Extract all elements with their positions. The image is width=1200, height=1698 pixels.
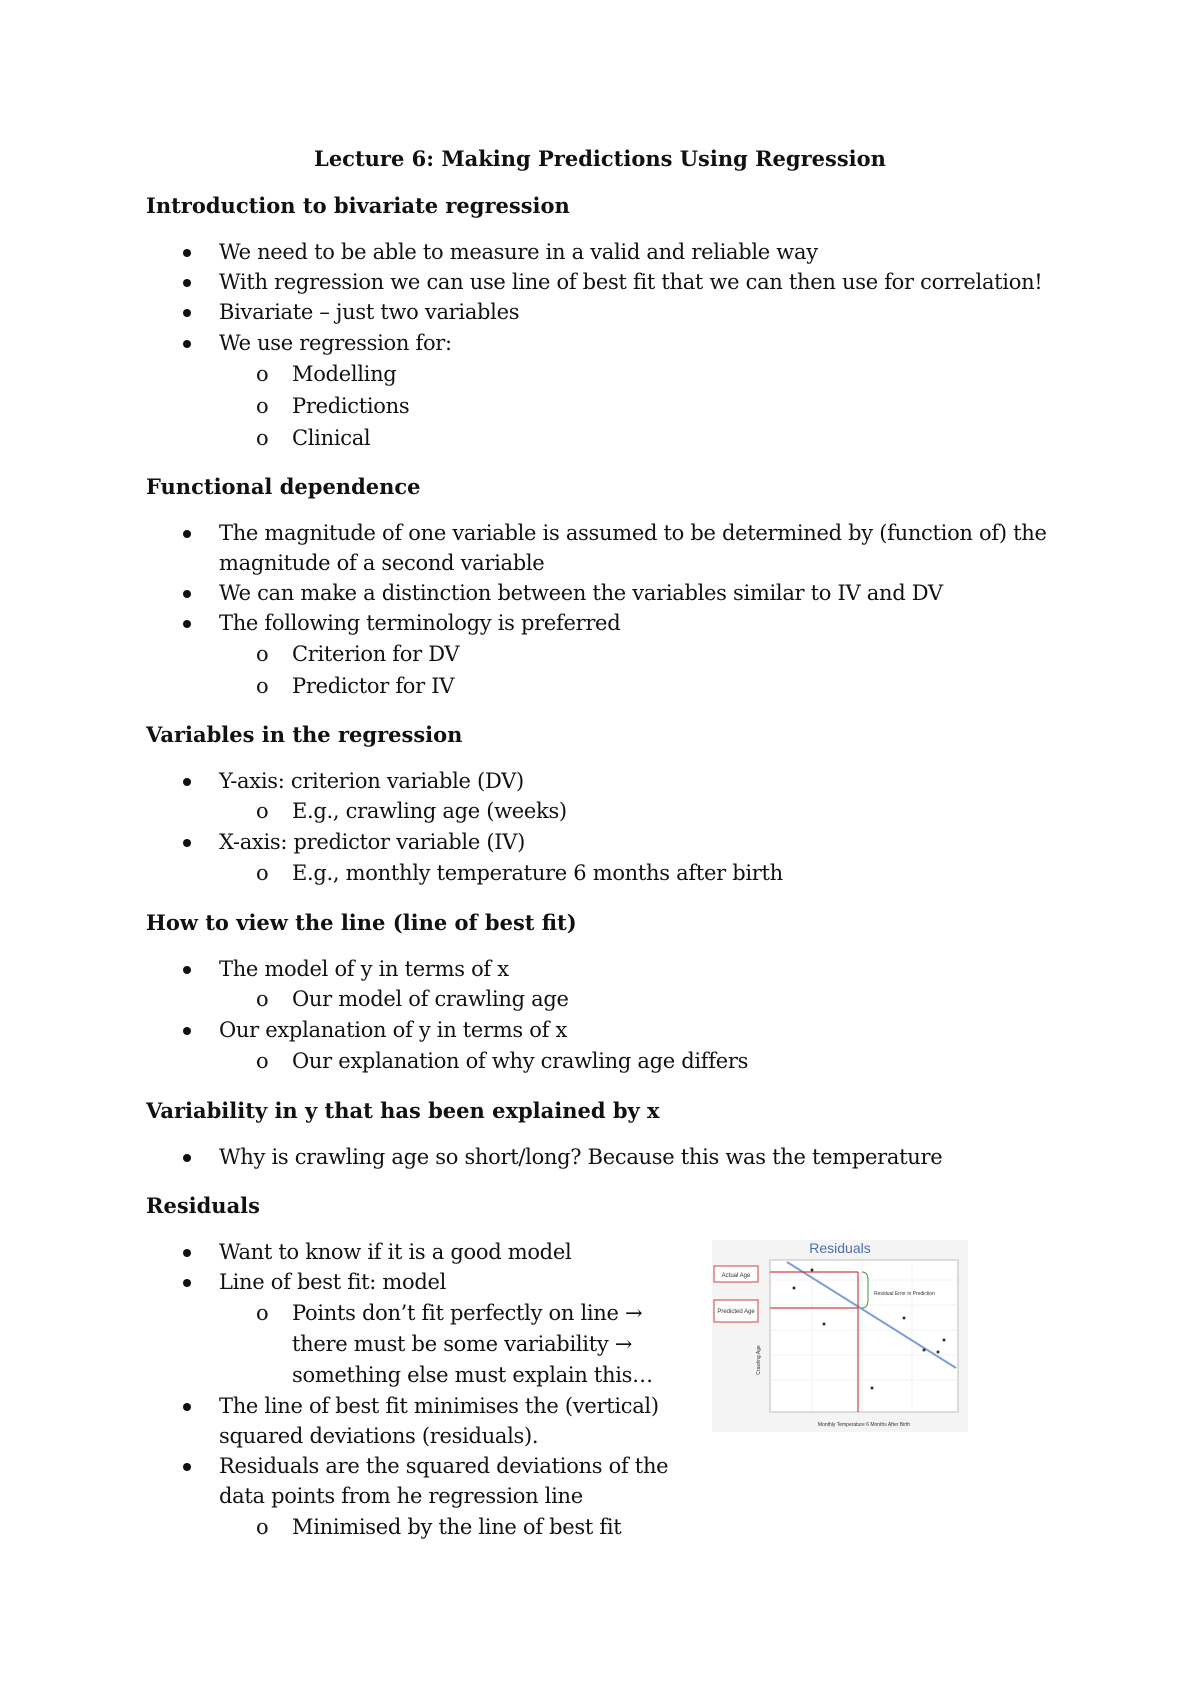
data-point xyxy=(823,1323,826,1326)
view-item: Our explanation of y in terms of x xyxy=(219,1018,568,1042)
residuals-figure xyxy=(712,1240,968,1432)
variability-item: Why is crawling age so short/long? Because this was the temperature xyxy=(219,1145,943,1169)
heading-view: How to view the line (line of best fit) xyxy=(146,910,577,935)
bullet-dot xyxy=(183,966,191,974)
heading-intro: Introduction to bivariate regression xyxy=(146,193,570,218)
functional-item: The magnitude of one variable is assumed to be determined by (function of) the xyxy=(219,521,1047,545)
data-point xyxy=(903,1317,906,1320)
data-point xyxy=(871,1387,874,1390)
heading-variables: Variables in the regression xyxy=(146,722,463,747)
residuals-item-cont: squared deviations (residuals). xyxy=(219,1424,539,1448)
y-axis-label: Crawling Age xyxy=(756,1345,762,1375)
variables-subitem: E.g., monthly temperature 6 months after birth xyxy=(292,861,783,885)
bullet-dot xyxy=(183,620,191,628)
figure-title: Residuals xyxy=(809,1240,871,1256)
document-title: Lecture 6: Making Predictions Using Regression xyxy=(314,146,886,171)
bullet-dot xyxy=(183,340,191,348)
heading-variability: Variability in y that has been explained by x xyxy=(146,1098,660,1123)
residuals-item-cont: data points from he regression line xyxy=(219,1484,583,1508)
plot-area xyxy=(770,1260,958,1412)
bullet-dot xyxy=(183,1249,191,1257)
intro-item: Bivariate – just two variables xyxy=(219,300,520,324)
sub-bullet-marker: o xyxy=(256,1515,269,1539)
view-item: The model of y in terms of x xyxy=(219,957,509,981)
intro-item: We use regression for: xyxy=(219,331,452,355)
bullet-dot xyxy=(183,778,191,786)
residual-error-label: Residual Error in Prediction xyxy=(874,1291,935,1297)
bullet-dot xyxy=(183,279,191,287)
heading-functional: Functional dependence xyxy=(146,474,421,499)
functional-item: We can make a distinction between the variables similar to IV and DV xyxy=(219,581,943,605)
residuals-item: Line of best fit: model xyxy=(219,1270,447,1294)
sub-bullet-marker: o xyxy=(256,1049,269,1073)
functional-subitem: Criterion for DV xyxy=(292,642,460,666)
residuals-item: Want to know if it is a good model xyxy=(219,1240,572,1264)
sub-bullet-marker: o xyxy=(256,861,269,885)
bullet-dot xyxy=(183,249,191,257)
bullet-dot xyxy=(183,1403,191,1411)
bullet-dot xyxy=(183,839,191,847)
bullet-dot xyxy=(183,1154,191,1162)
sub-bullet-marker: o xyxy=(256,642,269,666)
data-point xyxy=(943,1339,946,1342)
bullet-dot xyxy=(183,1279,191,1287)
sub-bullet-marker: o xyxy=(256,394,269,418)
variables-item: X-axis: predictor variable (IV) xyxy=(219,830,525,854)
bullet-dot xyxy=(183,530,191,538)
residuals-subitem: Minimised by the line of best fit xyxy=(292,1515,622,1539)
data-point xyxy=(937,1351,940,1354)
intro-item: We need to be able to measure in a valid and reliable way xyxy=(219,240,818,264)
predicted-age-label: Predicted Age xyxy=(717,1309,755,1315)
intro-subitem: Modelling xyxy=(292,362,397,386)
actual-age-label: Actual Age xyxy=(721,1273,751,1279)
intro-subitem: Predictions xyxy=(292,394,410,418)
residuals-item: Residuals are the squared deviations of the xyxy=(219,1454,669,1478)
data-point xyxy=(923,1349,926,1352)
x-axis-label: Monthly Temperature 6 Months After Birth xyxy=(817,1422,911,1428)
residuals-subitem: Points don’t fit perfectly on line → xyxy=(292,1301,643,1325)
view-subitem: Our explanation of why crawling age differs xyxy=(292,1049,749,1073)
sub-bullet-marker: o xyxy=(256,674,269,698)
data-point xyxy=(793,1287,796,1290)
functional-item: The following terminology is preferred xyxy=(219,611,621,635)
functional-subitem: Predictor for IV xyxy=(292,674,455,698)
functional-item-cont: magnitude of a second variable xyxy=(219,551,545,575)
sub-bullet-marker: o xyxy=(256,987,269,1011)
view-subitem: Our model of crawling age xyxy=(292,987,569,1011)
residuals-subitem-cont: there must be some variability → xyxy=(292,1332,633,1356)
bullet-dot xyxy=(183,1027,191,1035)
variables-subitem: E.g., crawling age (weeks) xyxy=(292,799,567,823)
heading-residuals: Residuals xyxy=(146,1193,260,1218)
sub-bullet-marker: o xyxy=(256,1301,269,1325)
sub-bullet-marker: o xyxy=(256,362,269,386)
bullet-dot xyxy=(183,590,191,598)
sub-bullet-marker: o xyxy=(256,799,269,823)
residuals-item: The line of best fit minimises the (vertical) xyxy=(219,1394,659,1418)
intro-subitem: Clinical xyxy=(292,426,371,450)
sub-bullet-marker: o xyxy=(256,426,269,450)
variables-item: Y-axis: criterion variable (DV) xyxy=(219,769,524,793)
residuals-subitem-cont: something else must explain this… xyxy=(292,1363,653,1387)
intro-item: With regression we can use line of best fit that we can then use for correlation! xyxy=(219,270,1043,294)
data-point xyxy=(811,1269,814,1272)
bullet-dot xyxy=(183,309,191,317)
bullet-dot xyxy=(183,1463,191,1471)
